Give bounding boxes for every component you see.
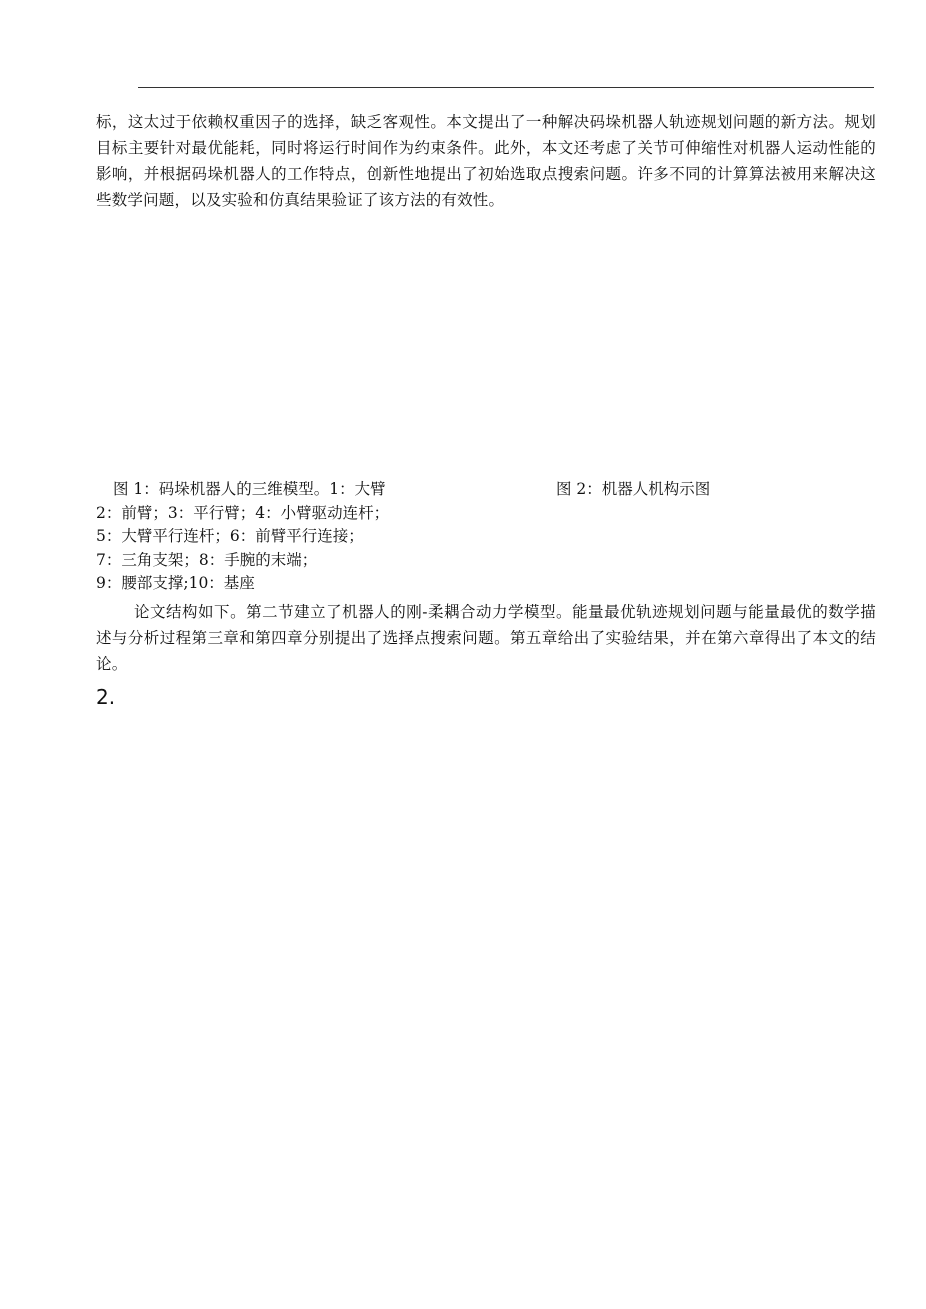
- figure1-caption-line1: 图 1：码垛机器人的三维模型。1：大臂: [113, 480, 386, 498]
- section-heading: 2.: [96, 685, 116, 709]
- header-rule: [138, 87, 874, 88]
- figure1-caption-line5: 9：腰部支撑;10：基座: [96, 574, 255, 592]
- figure1-caption: [96, 478, 516, 596]
- figure1-caption-line4: 7：三角支架；8：手腕的末端；: [96, 550, 318, 569]
- figure-area: [96, 240, 876, 470]
- figure1-caption-line2: 2：前臂；3：平行臂；4：小臂驱动连杆；: [96, 503, 390, 522]
- figure1-caption-line3: 5：大臂平行连杆；6：前臂平行连接；: [96, 527, 364, 545]
- figure2-caption: 图 2：机器人机构示图: [556, 480, 711, 498]
- intro-paragraph: 标，这太过于依赖权重因子的选择，缺乏客观性。本文提出了一种解决码垛机器人轨迹规划问题的新方法。规划目标主要针对最优能耗，同时将运行时间作为约束条件。此外，本文还考虑了关节可伸缩性对机器人运动性能的影响，并根据码垛机器人的工作特点，创新性地提出了初始选取点搜索问题。许多不同的计算算法被用来解决这些数学问题，以及实验和仿真结果验证了该方法的有效性。: [96, 113, 876, 209]
- structure-paragraph: 论文结构如下。第二节建立了机器人的刚-柔耦合动力学模型。能量最优轨迹规划问题与能量最优的数学描述与分析过程第三章和第四章分别提出了选择点搜索问题。第五章给出了实验结果，并在第六章得出了本文的结论。: [96, 603, 876, 673]
